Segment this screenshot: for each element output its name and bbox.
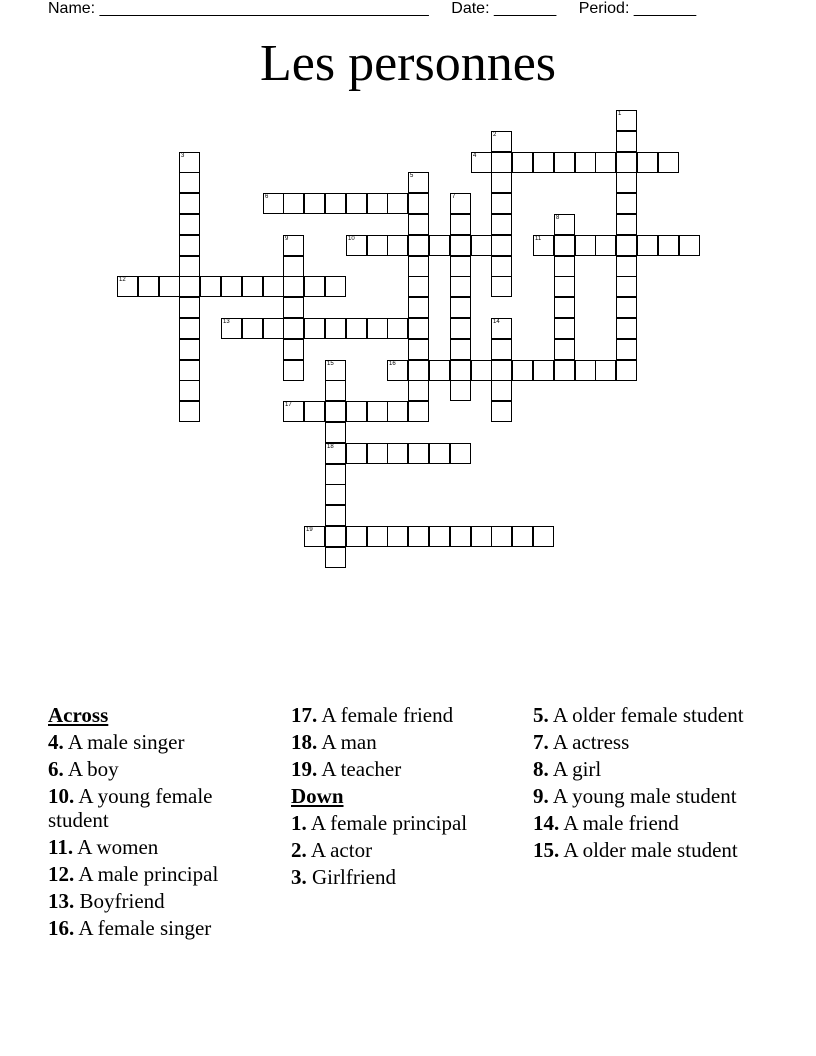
grid-cell[interactable] [408, 380, 429, 401]
grid-cell[interactable] [450, 360, 471, 381]
grid-cell[interactable] [616, 131, 637, 152]
grid-cell[interactable] [450, 256, 471, 277]
clue-down-8: 8. A girl [533, 757, 602, 781]
clue-down-5: 5. A older female student [533, 703, 744, 727]
grid-cell[interactable] [679, 235, 700, 256]
clue-across-13: 13. Boyfriend [48, 889, 165, 913]
grid-cell[interactable] [387, 443, 408, 464]
cell-number: 10 [348, 236, 355, 242]
clue-across-18: 18. A man [291, 730, 377, 754]
grid-cell[interactable] [554, 339, 575, 360]
cell-number: 5 [410, 173, 414, 179]
grid-cell[interactable] [471, 526, 492, 547]
grid-cell[interactable] [179, 152, 200, 173]
grid-cell[interactable] [637, 152, 658, 173]
grid-cell[interactable] [263, 276, 284, 297]
grid-cell[interactable] [512, 526, 533, 547]
grid-cell[interactable] [408, 401, 429, 422]
clue-across-11: 11. A women [48, 835, 159, 859]
clue-across-10: 10. A young female student [48, 784, 213, 832]
grid-cell[interactable] [325, 443, 346, 464]
grid-cell[interactable] [554, 256, 575, 277]
grid-cell[interactable] [179, 318, 200, 339]
grid-cell[interactable] [283, 318, 304, 339]
grid-cell[interactable] [325, 360, 346, 381]
grid-cell[interactable] [387, 318, 408, 339]
grid-cell[interactable] [179, 297, 200, 318]
grid-cell[interactable] [387, 526, 408, 547]
grid-cell[interactable] [491, 360, 512, 381]
name-field[interactable]: Name: _____________________________________ [48, 0, 429, 17]
clue-down-2: 2. A actor [291, 838, 373, 862]
grid-cell[interactable] [367, 401, 388, 422]
grid-cell[interactable] [450, 276, 471, 297]
grid-cell[interactable] [616, 360, 637, 381]
grid-cell[interactable] [450, 297, 471, 318]
grid-cell[interactable] [138, 276, 159, 297]
grid-cell[interactable] [491, 256, 512, 277]
grid-cell[interactable] [616, 152, 637, 173]
grid-cell[interactable] [554, 318, 575, 339]
clue-down-3: 3. Girlfriend [291, 865, 396, 889]
grid-cell[interactable] [325, 276, 346, 297]
grid-cell[interactable] [616, 318, 637, 339]
grid-cell[interactable] [512, 360, 533, 381]
grid-cell[interactable] [491, 401, 512, 422]
grid-cell[interactable] [346, 443, 367, 464]
grid-cell[interactable] [533, 526, 554, 547]
grid-cell[interactable] [575, 152, 596, 173]
grid-cell[interactable] [491, 526, 512, 547]
cell-number: 17 [285, 402, 292, 408]
grid-cell[interactable] [658, 235, 679, 256]
grid-cell[interactable] [491, 276, 512, 297]
grid-cell[interactable] [533, 360, 554, 381]
cell-number: 1 [618, 111, 622, 117]
clue-down-9: 9. A young male student [533, 784, 737, 808]
grid-cell[interactable] [304, 401, 325, 422]
grid-cell[interactable] [616, 214, 637, 235]
grid-cell[interactable] [533, 152, 554, 173]
grid-cell[interactable] [283, 360, 304, 381]
grid-cell[interactable] [179, 172, 200, 193]
grid-cell[interactable] [304, 193, 325, 214]
grid-cell[interactable] [450, 214, 471, 235]
grid-cell[interactable] [304, 526, 325, 547]
across-heading: Across [48, 703, 109, 727]
grid-cell[interactable] [408, 193, 429, 214]
grid-cell[interactable] [429, 443, 450, 464]
grid-cell[interactable] [179, 256, 200, 277]
grid-cell[interactable] [554, 360, 575, 381]
grid-cell[interactable] [533, 235, 554, 256]
grid-cell[interactable] [491, 339, 512, 360]
grid-cell[interactable] [387, 360, 408, 381]
grid-cell[interactable] [450, 526, 471, 547]
grid-cell[interactable] [346, 235, 367, 256]
grid-cell[interactable] [179, 276, 200, 297]
clue-down-7: 7. A actress [533, 730, 630, 754]
grid-cell[interactable] [325, 318, 346, 339]
grid-cell[interactable] [408, 256, 429, 277]
grid-cell[interactable] [408, 360, 429, 381]
grid-cell[interactable] [616, 193, 637, 214]
grid-cell[interactable] [554, 235, 575, 256]
grid-cell[interactable] [595, 360, 616, 381]
cell-number: 2 [493, 132, 497, 138]
grid-cell[interactable] [304, 276, 325, 297]
grid-cell[interactable] [367, 318, 388, 339]
grid-cell[interactable] [429, 526, 450, 547]
grid-cell[interactable] [616, 297, 637, 318]
cell-number: 16 [389, 361, 396, 367]
grid-cell[interactable] [429, 235, 450, 256]
grid-cell[interactable] [304, 318, 325, 339]
grid-cell[interactable] [221, 318, 242, 339]
grid-cell[interactable] [283, 297, 304, 318]
grid-cell[interactable] [616, 235, 637, 256]
grid-cell[interactable] [408, 526, 429, 547]
grid-cell[interactable] [263, 318, 284, 339]
grid-cell[interactable] [325, 401, 346, 422]
grid-cell[interactable] [450, 318, 471, 339]
grid-cell[interactable] [471, 152, 492, 173]
grid-cell[interactable] [325, 422, 346, 443]
clue-across-6: 6. A boy [48, 757, 119, 781]
cell-number: 4 [473, 153, 477, 159]
clue-down-1: 1. A female principal [291, 811, 468, 835]
grid-cell[interactable] [554, 276, 575, 297]
grid-cell[interactable] [491, 131, 512, 152]
grid-cell[interactable] [367, 443, 388, 464]
grid-cell[interactable] [491, 235, 512, 256]
clue-across-12: 12. A male principal [48, 862, 219, 886]
grid-cell[interactable] [616, 256, 637, 277]
clue-across-17: 17. A female friend [291, 703, 454, 727]
grid-cell[interactable] [325, 464, 346, 485]
grid-cell[interactable] [491, 318, 512, 339]
grid-cell[interactable] [408, 214, 429, 235]
grid-cell[interactable] [179, 401, 200, 422]
clue-down-14: 14. A male friend [533, 811, 679, 835]
cell-number: 18 [327, 444, 334, 450]
clues-column-1 [48, 703, 268, 943]
clue-down-15: 15. A older male student [533, 838, 738, 862]
grid-cell[interactable] [491, 172, 512, 193]
grid-cell[interactable] [450, 443, 471, 464]
grid-cell[interactable] [263, 193, 284, 214]
grid-cell[interactable] [450, 380, 471, 401]
grid-cell[interactable] [408, 297, 429, 318]
cell-number: 11 [535, 236, 542, 242]
grid-cell[interactable] [325, 505, 346, 526]
clue-across-4: 4. A male singer [48, 730, 185, 754]
grid-cell[interactable] [200, 276, 221, 297]
grid-cell[interactable] [346, 318, 367, 339]
grid-cell[interactable] [491, 152, 512, 173]
grid-cell[interactable] [616, 276, 637, 297]
grid-cell[interactable] [283, 339, 304, 360]
grid-cell[interactable] [616, 172, 637, 193]
grid-cell[interactable] [283, 193, 304, 214]
grid-cell[interactable] [554, 297, 575, 318]
grid-cell[interactable] [491, 214, 512, 235]
grid-cell[interactable] [408, 339, 429, 360]
grid-cell[interactable] [367, 235, 388, 256]
date-field[interactable]: Date: _______ [451, 0, 557, 17]
cell-number: 3 [181, 153, 185, 159]
grid-cell[interactable] [471, 360, 492, 381]
grid-cell[interactable] [387, 193, 408, 214]
grid-cell[interactable] [283, 256, 304, 277]
cell-number: 12 [119, 277, 126, 283]
grid-cell[interactable] [595, 235, 616, 256]
grid-cell[interactable] [637, 235, 658, 256]
period-field[interactable]: Period: _______ [578, 0, 697, 17]
grid-cell[interactable] [346, 401, 367, 422]
grid-cell[interactable] [346, 193, 367, 214]
grid-cell[interactable] [325, 193, 346, 214]
cell-number: 8 [556, 215, 560, 221]
grid-cell[interactable] [346, 526, 367, 547]
grid-cell[interactable] [554, 152, 575, 173]
grid-cell[interactable] [491, 380, 512, 401]
grid-cell[interactable] [575, 235, 596, 256]
grid-cell[interactable] [658, 152, 679, 173]
grid-cell[interactable] [408, 235, 429, 256]
page-title: Les personnes [259, 35, 557, 92]
grid-cell[interactable] [159, 276, 180, 297]
down-heading: Down [291, 784, 344, 808]
grid-cell[interactable] [367, 193, 388, 214]
grid-cell[interactable] [408, 443, 429, 464]
cell-number: 19 [306, 527, 313, 533]
grid-cell[interactable] [367, 526, 388, 547]
cell-number: 15 [327, 361, 334, 367]
grid-cell[interactable] [575, 360, 596, 381]
grid-cell[interactable] [325, 526, 346, 547]
cell-number: 13 [223, 319, 230, 325]
grid-cell[interactable] [512, 152, 533, 173]
grid-cell[interactable] [429, 360, 450, 381]
clue-across-16: 16. A female singer [48, 916, 212, 940]
grid-cell[interactable] [325, 484, 346, 505]
grid-cell[interactable] [325, 547, 346, 568]
grid-cell[interactable] [242, 318, 263, 339]
grid-cell[interactable] [471, 235, 492, 256]
cell-number: 9 [285, 236, 289, 242]
grid-cell[interactable] [387, 401, 408, 422]
grid-cell[interactable] [408, 276, 429, 297]
grid-cell[interactable] [283, 401, 304, 422]
grid-cell[interactable] [616, 339, 637, 360]
clues-column-2 [291, 703, 516, 892]
grid-cell[interactable] [179, 339, 200, 360]
cell-number: 6 [265, 194, 269, 200]
clues-column-3 [533, 703, 753, 865]
grid-cell[interactable] [450, 339, 471, 360]
grid-cell[interactable] [179, 193, 200, 214]
grid-cell[interactable] [179, 360, 200, 381]
grid-cell[interactable] [387, 235, 408, 256]
clue-across-19: 19. A teacher [291, 757, 402, 781]
grid-cell[interactable] [283, 276, 304, 297]
grid-cell[interactable] [616, 110, 637, 131]
grid-cell[interactable] [450, 193, 471, 214]
grid-cell[interactable] [179, 380, 200, 401]
grid-cell[interactable] [117, 276, 138, 297]
grid-cell[interactable] [242, 276, 263, 297]
grid-cell[interactable] [325, 380, 346, 401]
grid-cell[interactable] [554, 214, 575, 235]
grid-cell[interactable] [408, 172, 429, 193]
grid-cell[interactable] [179, 214, 200, 235]
grid-cell[interactable] [450, 235, 471, 256]
grid-cell[interactable] [595, 152, 616, 173]
cell-number: 14 [493, 319, 500, 325]
grid-cell[interactable] [283, 235, 304, 256]
grid-cell[interactable] [408, 318, 429, 339]
grid-cell[interactable] [221, 276, 242, 297]
grid-cell[interactable] [491, 193, 512, 214]
cell-number: 7 [452, 194, 456, 200]
grid-cell[interactable] [179, 235, 200, 256]
